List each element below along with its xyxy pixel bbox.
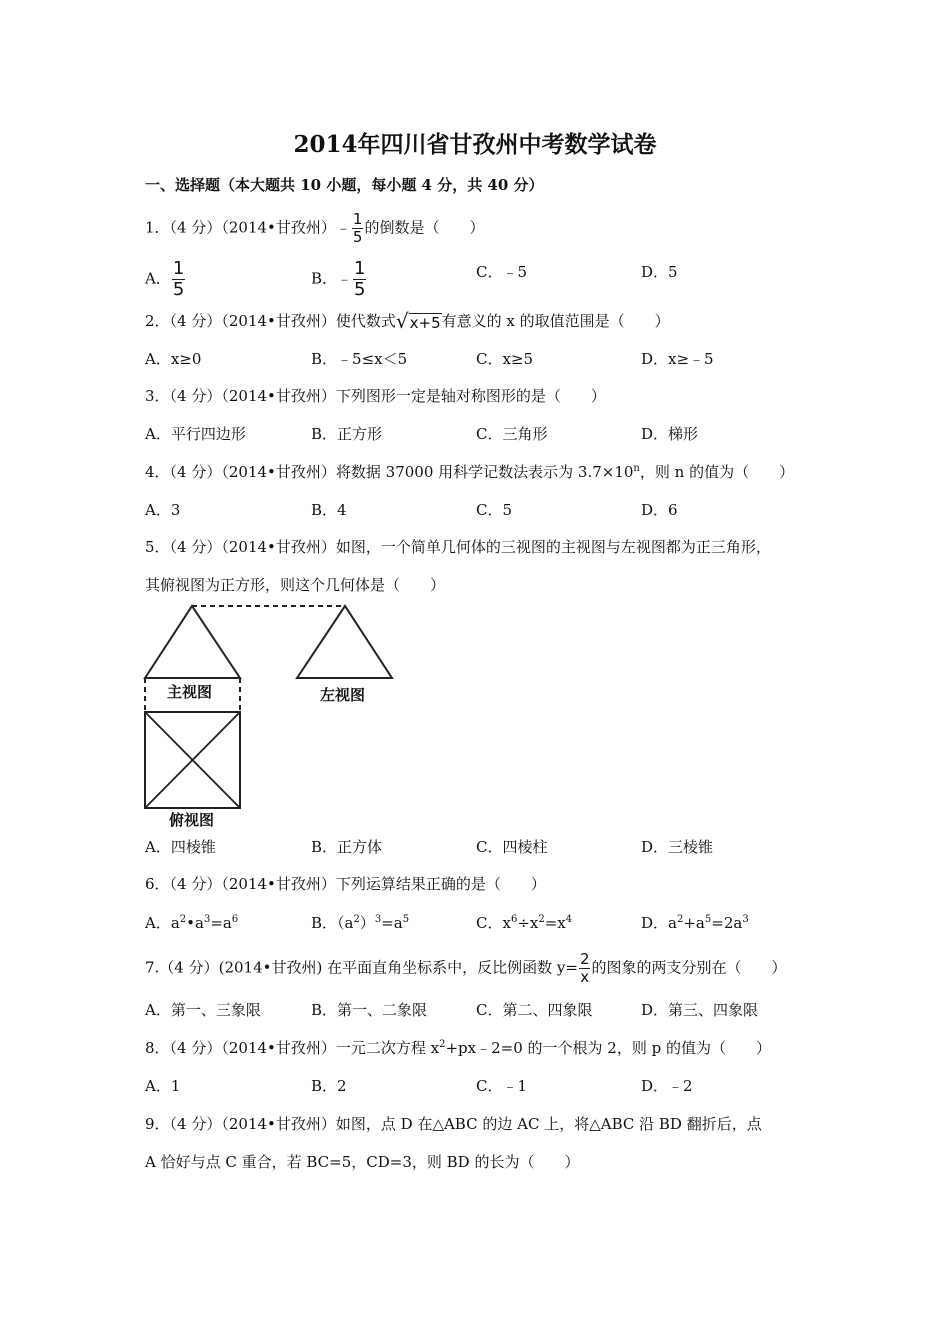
q2-option-d: D．x≥﹣5 <box>641 350 714 368</box>
page-title: 2014年四川省甘孜州中考数学试卷 <box>293 131 657 158</box>
q1-option-b: B．﹣ $\frac{1}{5}$ <box>311 258 366 300</box>
q7-option-b: B．第一、二象限 <box>311 1001 428 1019</box>
q8-option-d: D．﹣2 <box>641 1077 693 1095</box>
question-9-line-1: 9．（4 分）（2014•甘孜州）如图，点 D 在△ABC 的边 AC 上，将△ABC 沿 BD 翻折后，点 <box>145 1115 762 1133</box>
q6-option-d: D．$a^2+a^5=2a^3$ <box>641 914 749 932</box>
left-view-label: 左视图 <box>320 686 366 704</box>
question-9-line-2: A 恰好与点 C 重合，若 BC=5，CD=3，则 BD 的长为（ ） <box>145 1153 580 1171</box>
q3-option-b: B．正方形 <box>311 425 383 443</box>
question-2: 2．（4 分）（2014•甘孜州）使代数式√x+5有意义的 x 的取值范围是（ ） <box>145 309 670 333</box>
q4-option-c: C．5 <box>476 501 513 519</box>
q6-option-c: C．$x^6\div x^2=x^4$ <box>476 914 573 932</box>
square-root: √x+5 <box>395 309 441 333</box>
q8-option-a: A．1 <box>145 1077 181 1095</box>
q5-option-a: A．四棱锥 <box>145 838 216 856</box>
q8-option-c: C．﹣1 <box>476 1077 528 1095</box>
front-view-triangle <box>145 606 240 678</box>
q4-option-d: D．6 <box>641 501 678 519</box>
fraction: $\frac{2}{x}$ <box>579 950 590 986</box>
question-4: 4．（4 分）（2014•甘孜州）将数据 37000 用科学记数法表示为 $3.7\times 10^n$，则 n 的值为（ ） <box>145 463 795 481</box>
q7-option-a: A．第一、三象限 <box>145 1001 261 1019</box>
q7-option-c: C．第二、四象限 <box>476 1001 593 1019</box>
question-6: 6．（4 分）（2014•甘孜州）下列运算结果正确的是（ ） <box>145 875 546 893</box>
q6-option-b: B．$(a^2)^3=a^5$ <box>311 914 410 932</box>
q4-option-b: B．4 <box>311 501 347 519</box>
q5-option-b: B．正方体 <box>311 838 383 856</box>
question-3: 3．（4 分）（2014•甘孜州）下列图形一定是轴对称图形的是（ ） <box>145 387 606 405</box>
q4-option-a: A．3 <box>145 501 181 519</box>
q5-option-d: D．三棱锥 <box>641 838 714 856</box>
q2-option-c: C．x≥5 <box>476 350 534 368</box>
q3-option-a: A．平行四边形 <box>145 425 246 443</box>
q6-option-a: A．$a^2•a^3=a^6$ <box>145 914 239 932</box>
question-7: 7.（4 分）(2014•甘孜州) 在平面直角坐标系中，反比例函数 y= $\frac{2}{x}$ 的图象的两支分别在（ ） <box>145 950 787 986</box>
q7-option-d: D．第三、四象限 <box>641 1001 759 1019</box>
question-1: 1．（4 分）（2014•甘孜州）﹣ $\frac{1}{5}$ 的倒数是（ ） <box>145 210 485 246</box>
q1-option-a: A． $\frac{1}{5}$ <box>145 258 185 300</box>
q2-option-a: A．x≥0 <box>145 350 202 368</box>
q2-option-b: B．﹣5≤x＜5 <box>311 350 408 368</box>
q1-option-c: C．﹣5 <box>476 263 528 281</box>
fraction: $\frac{1}{5}$ <box>352 210 363 246</box>
top-view-label: 俯视图 <box>169 811 215 829</box>
three-view-figure <box>140 600 400 832</box>
question-5-line-2: 其俯视图为正方形，则这个几何体是（ ） <box>145 576 446 594</box>
section-heading: 一、选择题（本大题共 10 小题，每小题 4 分，共 40 分） <box>145 176 544 194</box>
q5-option-c: C．四棱柱 <box>476 838 548 856</box>
q3-option-d: D．梯形 <box>641 425 699 443</box>
question-8: 8．（4 分）（2014•甘孜州）一元二次方程 $x^2+px﹣2=0$ 的一个根为 2，则 p 的值为（ ） <box>145 1039 771 1057</box>
left-view-triangle <box>297 606 392 678</box>
q8-option-b: B．2 <box>311 1077 347 1095</box>
question-5-line-1: 5．（4 分）（2014•甘孜州）如图，一个简单几何体的三视图的主视图与左视图都为正三角形， <box>145 538 771 556</box>
front-view-label: 主视图 <box>167 683 213 701</box>
q1-option-d: D．5 <box>641 263 678 281</box>
q3-option-c: C．三角形 <box>476 425 548 443</box>
